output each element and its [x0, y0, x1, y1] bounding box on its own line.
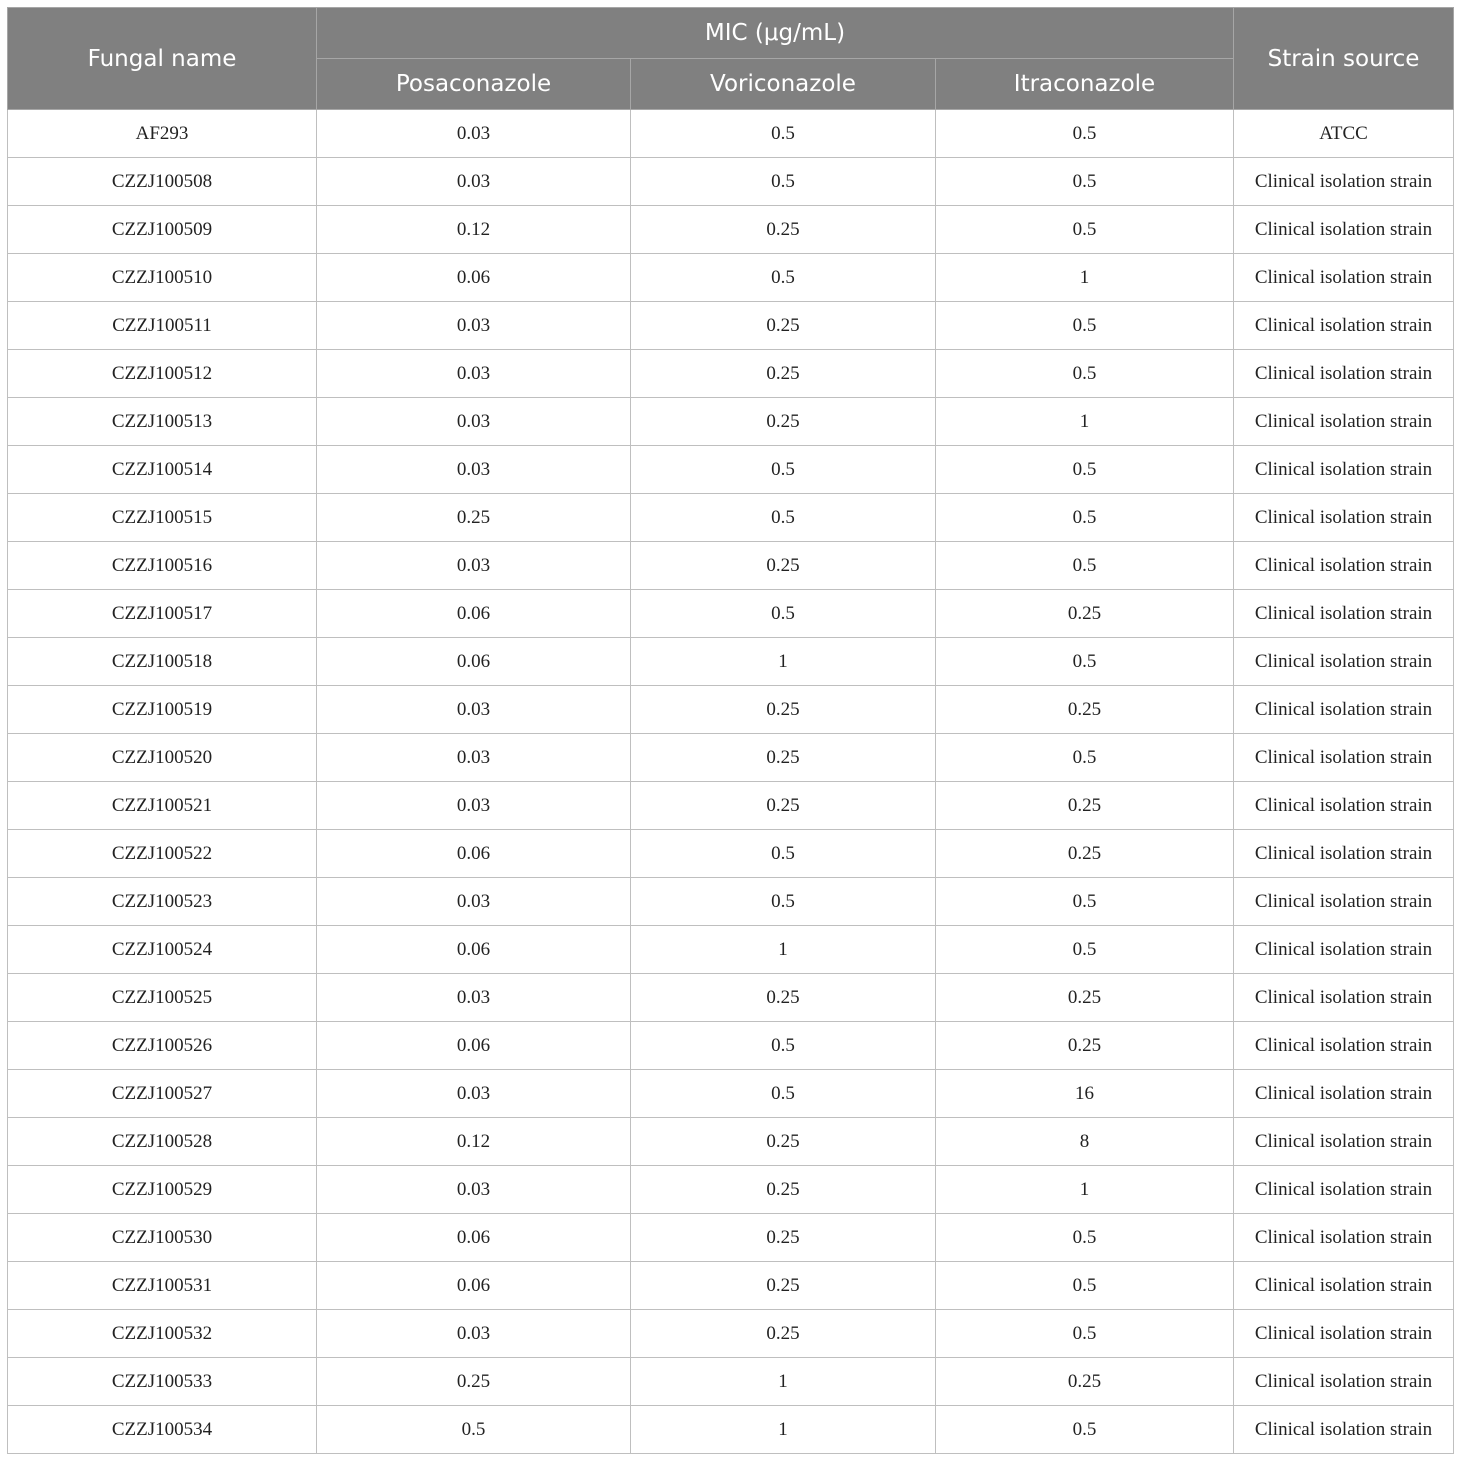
cell-posaconazole: 0.06 — [317, 1262, 631, 1310]
cell-posaconazole: 0.25 — [317, 494, 631, 542]
cell-itraconazole: 0.25 — [936, 974, 1234, 1022]
cell-itraconazole: 0.5 — [936, 302, 1234, 350]
table-row — [8, 1070, 1454, 1118]
cell-voriconazole: 0.5 — [631, 1022, 936, 1070]
cell-fungal-name: CZZJ100513 — [8, 398, 317, 446]
cell-voriconazole: 1 — [631, 638, 936, 686]
cell-strain-source: Clinical isolation strain — [1234, 446, 1454, 494]
cell-fungal-name: CZZJ100509 — [8, 206, 317, 254]
cell-fungal-name: CZZJ100526 — [8, 1022, 317, 1070]
cell-strain-source: Clinical isolation strain — [1234, 542, 1454, 590]
cell-strain-source: Clinical isolation strain — [1234, 1310, 1454, 1358]
cell-voriconazole: 0.25 — [631, 302, 936, 350]
cell-fungal-name: AF293 — [8, 110, 317, 158]
cell-posaconazole: 0.06 — [317, 638, 631, 686]
cell-itraconazole: 0.5 — [936, 926, 1234, 974]
cell-posaconazole: 0.06 — [317, 1214, 631, 1262]
cell-strain-source: Clinical isolation strain — [1234, 1070, 1454, 1118]
cell-posaconazole: 0.06 — [317, 830, 631, 878]
cell-voriconazole: 1 — [631, 1358, 936, 1406]
table-row — [8, 638, 1454, 686]
table-row — [8, 494, 1454, 542]
table-row — [8, 1214, 1454, 1262]
cell-itraconazole: 1 — [936, 398, 1234, 446]
cell-itraconazole: 16 — [936, 1070, 1234, 1118]
table-row — [8, 398, 1454, 446]
cell-posaconazole: 0.12 — [317, 206, 631, 254]
cell-posaconazole: 0.06 — [317, 1022, 631, 1070]
cell-fungal-name: CZZJ100523 — [8, 878, 317, 926]
cell-strain-source: Clinical isolation strain — [1234, 638, 1454, 686]
cell-fungal-name: CZZJ100532 — [8, 1310, 317, 1358]
cell-voriconazole: 0.25 — [631, 1262, 936, 1310]
cell-posaconazole: 0.25 — [317, 1358, 631, 1406]
cell-fungal-name: CZZJ100528 — [8, 1118, 317, 1166]
cell-voriconazole: 0.5 — [631, 494, 936, 542]
cell-voriconazole: 0.25 — [631, 542, 936, 590]
cell-voriconazole: 0.25 — [631, 686, 936, 734]
cell-posaconazole: 0.03 — [317, 1070, 631, 1118]
cell-voriconazole: 0.25 — [631, 1118, 936, 1166]
cell-posaconazole: 0.03 — [317, 974, 631, 1022]
cell-voriconazole: 1 — [631, 926, 936, 974]
col-header-strain-source: Strain source — [1234, 8, 1454, 110]
mic-table — [7, 7, 1454, 1454]
table-row — [8, 1358, 1454, 1406]
cell-strain-source: Clinical isolation strain — [1234, 734, 1454, 782]
cell-strain-source: Clinical isolation strain — [1234, 398, 1454, 446]
cell-posaconazole: 0.03 — [317, 158, 631, 206]
cell-itraconazole: 0.25 — [936, 686, 1234, 734]
cell-itraconazole: 0.25 — [936, 590, 1234, 638]
table-row — [8, 254, 1454, 302]
cell-fungal-name: CZZJ100510 — [8, 254, 317, 302]
cell-posaconazole: 0.06 — [317, 254, 631, 302]
cell-itraconazole: 0.5 — [936, 1406, 1234, 1454]
table-row — [8, 110, 1454, 158]
cell-fungal-name: CZZJ100514 — [8, 446, 317, 494]
table-row — [8, 590, 1454, 638]
cell-strain-source: Clinical isolation strain — [1234, 686, 1454, 734]
cell-itraconazole: 0.5 — [936, 446, 1234, 494]
table-row — [8, 926, 1454, 974]
table-row — [8, 206, 1454, 254]
col-header-voriconazole: Voriconazole — [631, 59, 936, 110]
table-row — [8, 686, 1454, 734]
cell-fungal-name: CZZJ100517 — [8, 590, 317, 638]
cell-itraconazole: 0.5 — [936, 542, 1234, 590]
table-row — [8, 158, 1454, 206]
cell-voriconazole: 0.5 — [631, 110, 936, 158]
table-row — [8, 1406, 1454, 1454]
table-row — [8, 1022, 1454, 1070]
cell-voriconazole: 0.5 — [631, 254, 936, 302]
cell-posaconazole: 0.06 — [317, 926, 631, 974]
cell-fungal-name: CZZJ100508 — [8, 158, 317, 206]
col-header-posaconazole: Posaconazole — [317, 59, 631, 110]
cell-fungal-name: CZZJ100512 — [8, 350, 317, 398]
table-row — [8, 782, 1454, 830]
cell-fungal-name: CZZJ100520 — [8, 734, 317, 782]
cell-posaconazole: 0.03 — [317, 782, 631, 830]
cell-strain-source: Clinical isolation strain — [1234, 302, 1454, 350]
cell-posaconazole: 0.12 — [317, 1118, 631, 1166]
cell-strain-source: Clinical isolation strain — [1234, 1406, 1454, 1454]
cell-voriconazole: 1 — [631, 1406, 936, 1454]
cell-fungal-name: CZZJ100525 — [8, 974, 317, 1022]
cell-strain-source: Clinical isolation strain — [1234, 878, 1454, 926]
cell-strain-source: Clinical isolation strain — [1234, 1214, 1454, 1262]
cell-strain-source: Clinical isolation strain — [1234, 926, 1454, 974]
cell-strain-source: Clinical isolation strain — [1234, 590, 1454, 638]
cell-fungal-name: CZZJ100534 — [8, 1406, 317, 1454]
cell-itraconazole: 0.5 — [936, 734, 1234, 782]
cell-voriconazole: 0.25 — [631, 1214, 936, 1262]
cell-posaconazole: 0.03 — [317, 542, 631, 590]
table-row — [8, 542, 1454, 590]
cell-strain-source: Clinical isolation strain — [1234, 974, 1454, 1022]
cell-itraconazole: 0.5 — [936, 158, 1234, 206]
cell-voriconazole: 0.25 — [631, 1310, 936, 1358]
cell-posaconazole: 0.03 — [317, 350, 631, 398]
table-row — [8, 734, 1454, 782]
table-row — [8, 1166, 1454, 1214]
cell-voriconazole: 0.5 — [631, 590, 936, 638]
cell-itraconazole: 0.5 — [936, 350, 1234, 398]
cell-posaconazole: 0.03 — [317, 302, 631, 350]
cell-itraconazole: 0.5 — [936, 1310, 1234, 1358]
cell-itraconazole: 0.25 — [936, 830, 1234, 878]
header-row-top — [8, 8, 1454, 59]
cell-fungal-name: CZZJ100516 — [8, 542, 317, 590]
table-row — [8, 1118, 1454, 1166]
cell-fungal-name: CZZJ100527 — [8, 1070, 317, 1118]
cell-strain-source: Clinical isolation strain — [1234, 254, 1454, 302]
cell-fungal-name: CZZJ100522 — [8, 830, 317, 878]
cell-strain-source: Clinical isolation strain — [1234, 206, 1454, 254]
table-header — [8, 8, 1454, 110]
cell-itraconazole: 0.25 — [936, 782, 1234, 830]
cell-strain-source: Clinical isolation strain — [1234, 350, 1454, 398]
cell-posaconazole: 0.03 — [317, 1310, 631, 1358]
table-row — [8, 974, 1454, 1022]
cell-itraconazole: 1 — [936, 1166, 1234, 1214]
cell-strain-source: Clinical isolation strain — [1234, 830, 1454, 878]
table-row — [8, 830, 1454, 878]
cell-posaconazole: 0.03 — [317, 878, 631, 926]
cell-fungal-name: CZZJ100515 — [8, 494, 317, 542]
cell-strain-source: Clinical isolation strain — [1234, 494, 1454, 542]
cell-posaconazole: 0.06 — [317, 590, 631, 638]
cell-posaconazole: 0.03 — [317, 110, 631, 158]
table-row — [8, 350, 1454, 398]
cell-itraconazole: 8 — [936, 1118, 1234, 1166]
cell-strain-source: Clinical isolation strain — [1234, 1022, 1454, 1070]
cell-itraconazole: 0.5 — [936, 638, 1234, 686]
col-header-fungal-name: Fungal name — [8, 8, 317, 110]
cell-strain-source: Clinical isolation strain — [1234, 1118, 1454, 1166]
cell-fungal-name: CZZJ100533 — [8, 1358, 317, 1406]
cell-voriconazole: 0.5 — [631, 830, 936, 878]
cell-posaconazole: 0.03 — [317, 398, 631, 446]
cell-posaconazole: 0.03 — [317, 1166, 631, 1214]
table-row — [8, 1310, 1454, 1358]
cell-strain-source: Clinical isolation strain — [1234, 158, 1454, 206]
cell-fungal-name: CZZJ100531 — [8, 1262, 317, 1310]
cell-voriconazole: 0.5 — [631, 158, 936, 206]
cell-voriconazole: 0.5 — [631, 878, 936, 926]
cell-voriconazole: 0.25 — [631, 782, 936, 830]
cell-voriconazole: 0.25 — [631, 206, 936, 254]
cell-voriconazole: 0.25 — [631, 734, 936, 782]
cell-posaconazole: 0.03 — [317, 734, 631, 782]
cell-voriconazole: 0.25 — [631, 398, 936, 446]
cell-fungal-name: CZZJ100529 — [8, 1166, 317, 1214]
cell-posaconazole: 0.5 — [317, 1406, 631, 1454]
cell-strain-source: Clinical isolation strain — [1234, 1166, 1454, 1214]
cell-fungal-name: CZZJ100521 — [8, 782, 317, 830]
col-header-itraconazole: Itraconazole — [936, 59, 1234, 110]
cell-fungal-name: CZZJ100519 — [8, 686, 317, 734]
table-row — [8, 302, 1454, 350]
cell-fungal-name: CZZJ100518 — [8, 638, 317, 686]
cell-itraconazole: 0.5 — [936, 1214, 1234, 1262]
table-row — [8, 1262, 1454, 1310]
cell-voriconazole: 0.25 — [631, 1166, 936, 1214]
cell-itraconazole: 1 — [936, 254, 1234, 302]
cell-strain-source: Clinical isolation strain — [1234, 782, 1454, 830]
cell-fungal-name: CZZJ100524 — [8, 926, 317, 974]
cell-voriconazole: 0.25 — [631, 974, 936, 1022]
cell-itraconazole: 0.5 — [936, 110, 1234, 158]
cell-voriconazole: 0.5 — [631, 1070, 936, 1118]
cell-itraconazole: 0.5 — [936, 1262, 1234, 1310]
col-header-mic-group: MIC (μg/mL) — [317, 8, 1234, 59]
cell-itraconazole: 0.5 — [936, 878, 1234, 926]
cell-strain-source: Clinical isolation strain — [1234, 1358, 1454, 1406]
cell-itraconazole: 0.25 — [936, 1022, 1234, 1070]
table-row — [8, 878, 1454, 926]
cell-voriconazole: 0.25 — [631, 350, 936, 398]
cell-fungal-name: CZZJ100530 — [8, 1214, 317, 1262]
cell-fungal-name: CZZJ100511 — [8, 302, 317, 350]
cell-posaconazole: 0.03 — [317, 686, 631, 734]
cell-strain-source: Clinical isolation strain — [1234, 1262, 1454, 1310]
table-body — [8, 110, 1454, 1454]
cell-itraconazole: 0.5 — [936, 494, 1234, 542]
cell-itraconazole: 0.25 — [936, 1358, 1234, 1406]
cell-strain-source: ATCC — [1234, 110, 1454, 158]
table-row — [8, 446, 1454, 494]
cell-voriconazole: 0.5 — [631, 446, 936, 494]
cell-itraconazole: 0.5 — [936, 206, 1234, 254]
cell-posaconazole: 0.03 — [317, 446, 631, 494]
